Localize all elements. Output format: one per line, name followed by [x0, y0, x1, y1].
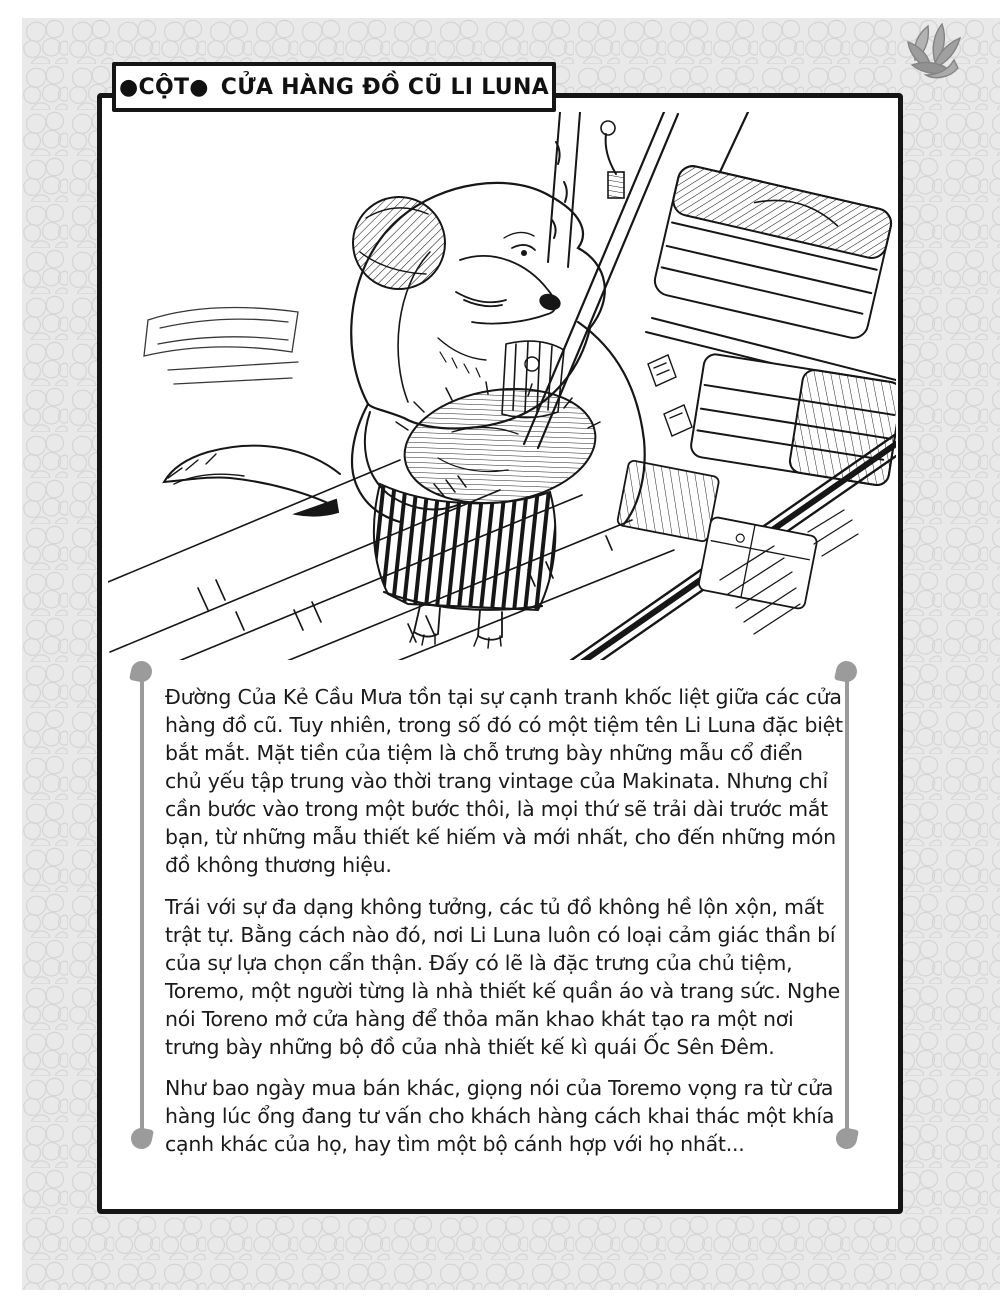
column-paragraph: Đường Của Kẻ Cầu Mưa tồn tại sự cạnh tranh khốc liệt giữa các cửa hàng đồ cũ. Tuy nhiên, trong số đó có một tiệm tên Li Luna đặc biệt bắt mắt. Mặt tiền của tiệm là chỗ trưng bày những mẫu cổ điển chủ yếu tập trung vào thời trang vintage của Makinata. Nhưng chỉ cần bước vào trong một bước thôi, là mọi thứ sẽ trải dài trước mắt bạn, từ những mẫu thiết kế hiếm và mới nhất, cho đến những món đồ không thương hiệu. [165, 685, 843, 878]
column-text-section [102, 683, 898, 1171]
lotus-logo-icon [898, 20, 968, 86]
column-title-box [112, 62, 556, 112]
shop-illustration [108, 112, 896, 660]
column-label: ●CỘT● [119, 74, 209, 100]
pin-ornament-right [845, 679, 849, 1131]
page-title: CỬA HÀNG ĐỒ CŨ LI LUNA [220, 74, 549, 100]
page-frame [97, 93, 903, 1214]
pin-ornament-left [140, 679, 144, 1131]
column-paragraph: Như bao ngày mua bán khác, giọng nói của Toremo vọng ra từ cửa hàng lúc ổng đang tư vấn cho khách hàng cách khai thác một khía cạnh khác của họ, hay tìm một bộ cánh hợp với họ nhất... [165, 1076, 835, 1157]
column-paragraph: Trái với sự đa dạng không tưởng, các tủ đồ không hề lộn xộn, mất trật tự. Bằng cách nào đó, nơi Li Luna luôn có loại cảm giác thần bí của sự lựa chọn cẩn thận. Đấy có lẽ là đặc trưng của chủ tiệm, Toremo, một người từng là nhà thiết kế quần áo và trang sức. Nghe nói Toreno mở cửa hàng để thỏa mãn khao khát tạo ra một nơi trưng bày những bộ đồ của nhà thiết kế kì quái Ốc Sên Đêm. [165, 894, 840, 1059]
